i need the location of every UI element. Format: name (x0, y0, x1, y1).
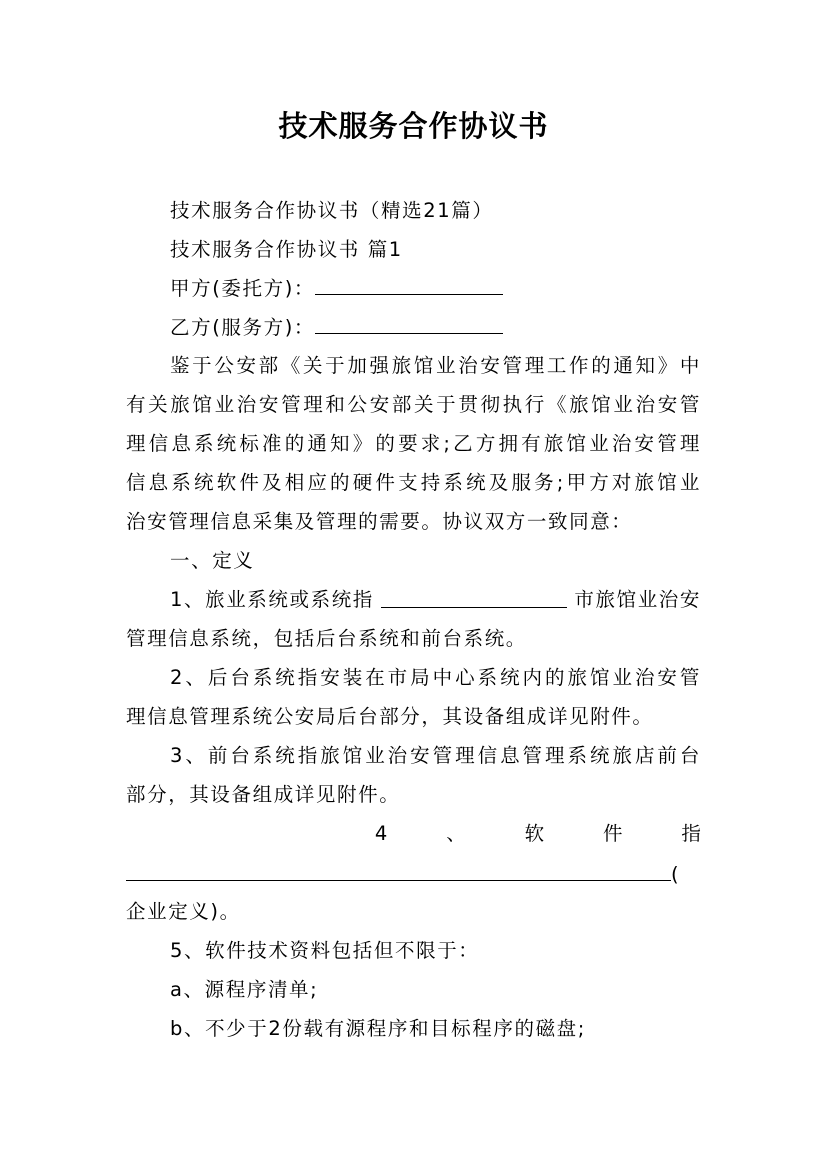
item-1-blank (381, 587, 567, 608)
item-1-line-1 (170, 587, 701, 613)
item-a: a、源程序清单; (170, 978, 319, 1001)
item-3-line-1: 3、前台系统指旅馆业治安管理信息管理系统旅店前台 (170, 744, 701, 767)
item-4-word-3: 指 (681, 822, 701, 845)
party-a-blank (315, 276, 503, 295)
document-title: 技术服务合作协议书 (278, 109, 549, 143)
preamble-line-5: 治安管理信息采集及管理的需要。协议双方一致同意： (126, 510, 633, 533)
item-5-heading: 5、软件技术资料包括但不限于： (170, 939, 480, 962)
item-4-line-3: 企业定义)。 (126, 900, 241, 923)
party-a-label: 甲方(委托方)： (170, 277, 316, 300)
item-1-part-2: 市旅馆业治安 (574, 588, 701, 611)
preamble-line-3: 理信息系统标准的通知》的要求;乙方拥有旅馆业治安管理 (126, 432, 701, 455)
item-1-part-1: 1、旅业系统或系统指 (170, 588, 374, 611)
item-1-line-2: 管理信息系统，包括后台系统和前台系统。 (126, 627, 527, 650)
item-4-blank (126, 860, 671, 881)
item-4-word-1: 软 (524, 822, 545, 845)
item-4-separator: 、 (446, 822, 466, 845)
item-4-line-1 (126, 821, 701, 847)
item-4-word-2: 件 (603, 822, 623, 845)
preamble-line-2: 有关旅馆业治安管理和公安部关于贯彻执行《旅馆业治安管 (126, 393, 701, 416)
party-b-blank (315, 315, 503, 334)
chapter-one-heading: 一、定义 (170, 549, 255, 572)
item-3-line-2: 部分，其设备组成详见附件。 (126, 783, 401, 806)
party-b-label: 乙方(服务方)： (170, 316, 316, 339)
item-b: b、不少于2份载有源程序和目标程序的磁盘; (170, 1017, 586, 1040)
preamble-line-4: 信息系统软件及相应的硬件支持系统及服务;甲方对旅馆业 (126, 471, 701, 494)
document-subtitle: 技术服务合作协议书（精选21篇） (170, 199, 494, 222)
item-4-number: 4 (374, 822, 388, 845)
item-2-line-2: 理信息管理系统公安局后台部分，其设备组成详见附件。 (126, 705, 654, 728)
party-b-line (170, 315, 503, 341)
section-heading: 技术服务合作协议书 篇1 (170, 238, 403, 261)
party-a-line (170, 276, 503, 302)
item-4-paren: ( (671, 863, 681, 886)
item-2-line-1: 2、后台系统指安装在市局中心系统内的旅馆业治安管 (170, 666, 701, 689)
item-4-line-2 (126, 860, 680, 888)
preamble-line-1: 鉴于公安部《关于加强旅馆业治安管理工作的通知》中 (170, 354, 701, 377)
